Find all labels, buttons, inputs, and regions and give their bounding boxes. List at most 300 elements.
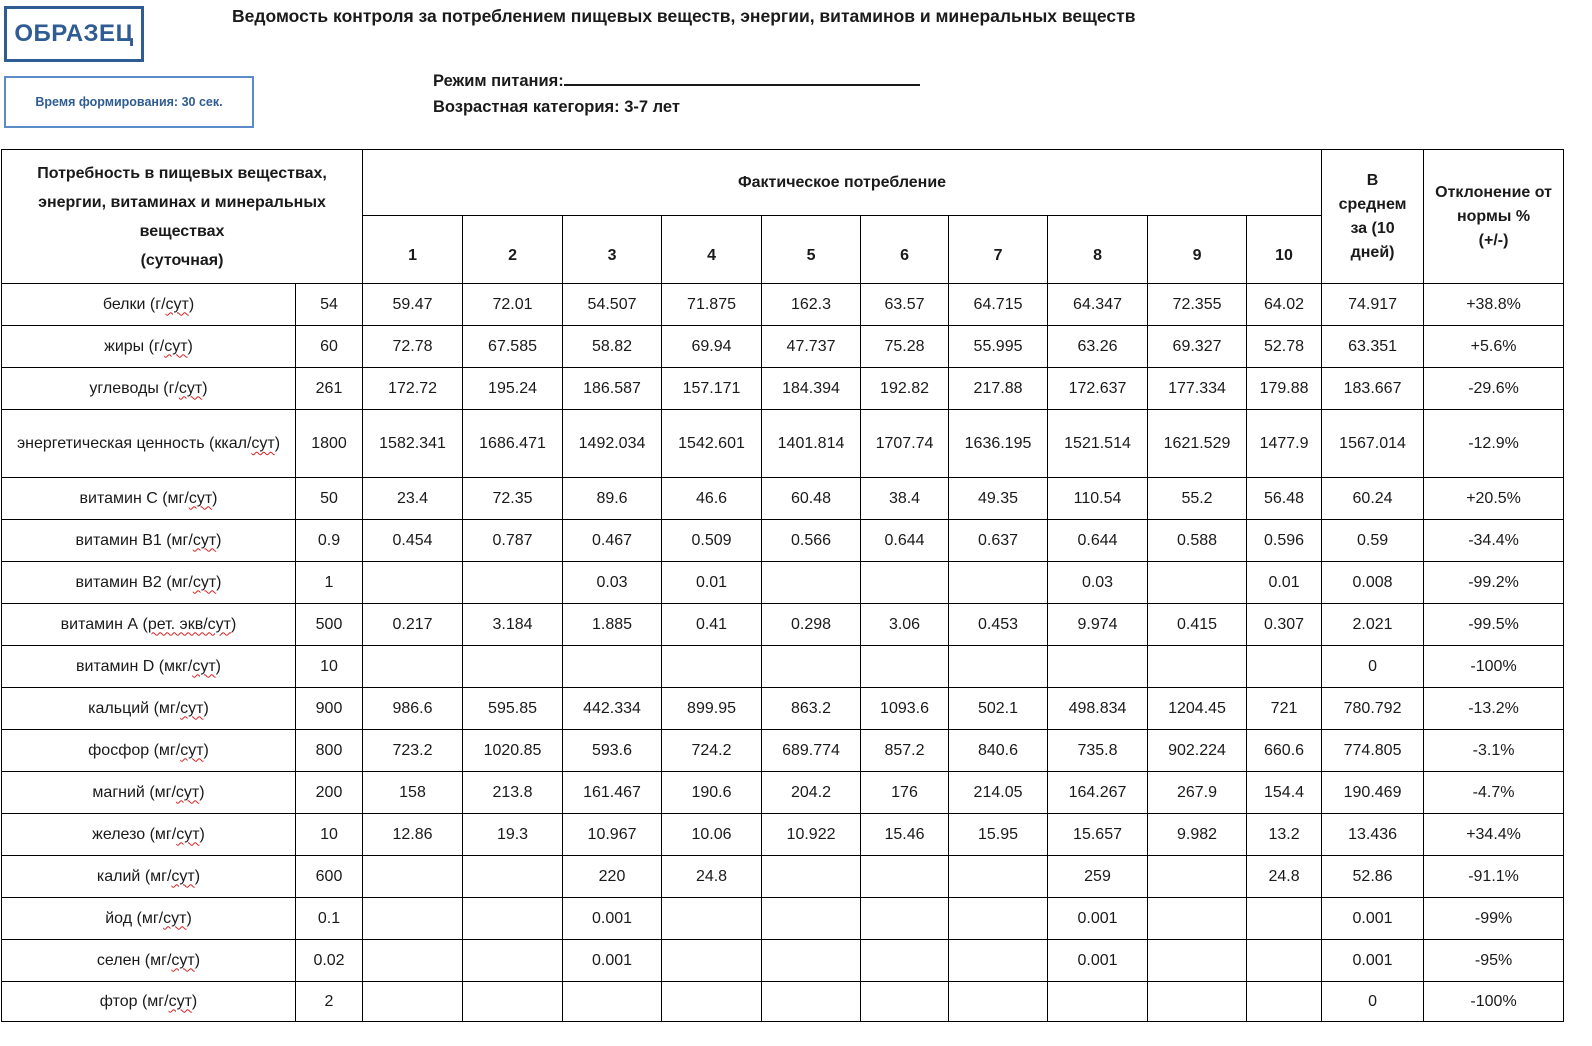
nutrient-unit-close: ) [230, 615, 237, 633]
nutrient-unit-close: ) [202, 379, 208, 397]
header-deviation [1424, 150, 1564, 284]
day-value [861, 562, 949, 604]
day-value: 157.171 [662, 368, 762, 410]
table-row [2, 898, 1564, 940]
page-title: Ведомость контроля за потреблением пищевых веществ, энергии, витаминов и минеральных веществ [232, 6, 1136, 26]
day-value [762, 646, 861, 688]
deviation-value: -99% [1424, 898, 1564, 940]
day-value: 15.657 [1048, 814, 1148, 856]
day-value: 660.6 [1247, 730, 1322, 772]
nutrient-label: магний (мг/ [92, 783, 176, 801]
day-value: 64.715 [949, 284, 1048, 326]
norm-value: 0.1 [296, 898, 363, 940]
day-value [762, 940, 861, 982]
day-value: 177.334 [1148, 368, 1247, 410]
nutrient-label: углеводы (г/ [89, 379, 179, 397]
day-value: 72.355 [1148, 284, 1247, 326]
nutrient-label: жиры (г/ [104, 337, 165, 355]
norm-value: 200 [296, 772, 363, 814]
day-value: 1686.471 [463, 410, 563, 478]
day-value: 176 [861, 772, 949, 814]
day-value: 902.224 [1148, 730, 1247, 772]
day-value: 71.875 [662, 284, 762, 326]
nutrient-unit-close: ) [199, 783, 205, 801]
nutrient-name [2, 940, 296, 982]
header-day-4: 4 [662, 216, 762, 284]
nutrient-unit: сут [163, 909, 187, 927]
day-value [363, 562, 463, 604]
day-value [762, 856, 861, 898]
header-average-line: за (10 [1350, 219, 1395, 237]
day-value: 0.01 [662, 562, 762, 604]
nutrient-name [2, 898, 296, 940]
norm-value: 800 [296, 730, 363, 772]
day-value: 54.507 [563, 284, 662, 326]
nutrient-unit: сут [251, 435, 275, 452]
day-value [1148, 898, 1247, 940]
day-value: 0.001 [563, 898, 662, 940]
norm-value: 60 [296, 326, 363, 368]
nutrient-label: витамин D (мкг/ [76, 657, 193, 675]
day-value: 24.8 [662, 856, 762, 898]
day-value: 190.6 [662, 772, 762, 814]
nutrient-label: фтор (мг/ [99, 992, 169, 1010]
nutrient-label: витамин С (мг/ [79, 489, 189, 507]
day-value: 0.588 [1148, 520, 1247, 562]
day-value: 1582.341 [363, 410, 463, 478]
deviation-value: -99.2% [1424, 562, 1564, 604]
day-value: 49.35 [949, 478, 1048, 520]
table-row [2, 646, 1564, 688]
day-value: 89.6 [563, 478, 662, 520]
average-value: 1567.014 [1322, 410, 1424, 478]
day-value: 69.94 [662, 326, 762, 368]
day-value [1048, 646, 1148, 688]
day-value [1247, 982, 1322, 1022]
day-value: 10.06 [662, 814, 762, 856]
day-value [662, 646, 762, 688]
nutrient-name [2, 368, 296, 410]
nutrient-label: йод (мг/ [105, 909, 164, 927]
nutrient-unit: рет. экв/сут [147, 615, 231, 633]
norm-value: 50 [296, 478, 363, 520]
day-value: 179.88 [1247, 368, 1322, 410]
deviation-value: -100% [1424, 982, 1564, 1022]
day-value: 217.88 [949, 368, 1048, 410]
day-value: 1636.195 [949, 410, 1048, 478]
day-value: 0.596 [1247, 520, 1322, 562]
day-value [463, 646, 563, 688]
day-value: 195.24 [463, 368, 563, 410]
nutrient-unit-close: ) [186, 909, 192, 927]
nutrient-name [2, 646, 296, 688]
day-value: 23.4 [363, 478, 463, 520]
day-value: 58.82 [563, 326, 662, 368]
day-value: 213.8 [463, 772, 563, 814]
report-meta [433, 68, 920, 120]
day-value [1247, 646, 1322, 688]
nutrient-unit: сут [164, 337, 188, 355]
deviation-value: -91.1% [1424, 856, 1564, 898]
day-value: 1.885 [563, 604, 662, 646]
norm-value: 0.02 [296, 940, 363, 982]
nutrient-label: витамин А ( [60, 615, 148, 633]
day-value: 24.8 [1247, 856, 1322, 898]
day-value: 63.26 [1048, 326, 1148, 368]
header-day-5: 5 [762, 216, 861, 284]
day-value: 0.644 [1048, 520, 1148, 562]
nutrient-name [2, 814, 296, 856]
day-value: 1621.529 [1148, 410, 1247, 478]
day-value: 154.4 [1247, 772, 1322, 814]
nutrient-name [2, 284, 296, 326]
sample-stamp: ОБРАЗЕЦ [4, 6, 144, 62]
header-day-6: 6 [861, 216, 949, 284]
day-value: 721 [1247, 688, 1322, 730]
nutrient-unit-close: ) [216, 573, 222, 591]
deviation-value: -4.7% [1424, 772, 1564, 814]
diet-mode-label: Режим питания: [433, 72, 564, 90]
deviation-value: +20.5% [1424, 478, 1564, 520]
day-value: 158 [363, 772, 463, 814]
day-value: 1093.6 [861, 688, 949, 730]
day-value: 442.334 [563, 688, 662, 730]
day-value: 593.6 [563, 730, 662, 772]
average-value: 0.001 [1322, 940, 1424, 982]
day-value: 38.4 [861, 478, 949, 520]
day-value: 1401.814 [762, 410, 861, 478]
day-value: 1477.9 [1247, 410, 1322, 478]
day-value: 47.737 [762, 326, 861, 368]
day-value: 60.48 [762, 478, 861, 520]
day-value: 0.298 [762, 604, 861, 646]
day-value: 13.2 [1247, 814, 1322, 856]
header-need-line: (суточная) [140, 251, 224, 269]
table-row [2, 410, 1564, 478]
day-value [949, 898, 1048, 940]
day-value: 595.85 [463, 688, 563, 730]
average-value: 52.86 [1322, 856, 1424, 898]
norm-value: 0.9 [296, 520, 363, 562]
age-category: Возрастная категория: 3-7 лет [433, 98, 680, 116]
day-value [861, 856, 949, 898]
day-value: 724.2 [662, 730, 762, 772]
day-value: 63.57 [861, 284, 949, 326]
day-value [949, 982, 1048, 1022]
day-value [1048, 982, 1148, 1022]
nutrient-unit: сут [176, 825, 200, 843]
day-value: 12.86 [363, 814, 463, 856]
day-value [363, 646, 463, 688]
day-value: 19.3 [463, 814, 563, 856]
day-value: 0.307 [1247, 604, 1322, 646]
nutrient-label: кальций (мг/ [88, 699, 181, 717]
day-value: 9.974 [1048, 604, 1148, 646]
day-value [463, 982, 563, 1022]
day-value: 0.03 [563, 562, 662, 604]
day-value: 184.394 [762, 368, 861, 410]
deviation-value: -3.1% [1424, 730, 1564, 772]
nutrient-name [2, 562, 296, 604]
day-value: 0.644 [861, 520, 949, 562]
day-value: 0.787 [463, 520, 563, 562]
day-value: 72.78 [363, 326, 463, 368]
day-value: 220 [563, 856, 662, 898]
day-value: 1204.45 [1148, 688, 1247, 730]
deviation-value: +5.6% [1424, 326, 1564, 368]
day-value: 0.415 [1148, 604, 1247, 646]
day-value [662, 982, 762, 1022]
header-day-7: 7 [949, 216, 1048, 284]
norm-value: 1 [296, 562, 363, 604]
day-value: 723.2 [363, 730, 463, 772]
norm-value: 900 [296, 688, 363, 730]
table-row [2, 562, 1564, 604]
norm-value: 600 [296, 856, 363, 898]
average-value: 190.469 [1322, 772, 1424, 814]
day-value [1148, 982, 1247, 1022]
day-value: 863.2 [762, 688, 861, 730]
header-day-9: 9 [1148, 216, 1247, 284]
header-need-line: Потребность в пищевых веществах, [37, 164, 327, 182]
table-row [2, 856, 1564, 898]
average-value: 63.351 [1322, 326, 1424, 368]
day-value: 986.6 [363, 688, 463, 730]
norm-value: 500 [296, 604, 363, 646]
average-value: 774.805 [1322, 730, 1424, 772]
day-value: 172.637 [1048, 368, 1148, 410]
nutrient-unit: сут [180, 699, 204, 717]
average-value: 0 [1322, 646, 1424, 688]
nutrient-unit-close: ) [216, 531, 222, 549]
average-value: 2.021 [1322, 604, 1424, 646]
day-value: 72.35 [463, 478, 563, 520]
norm-value: 2 [296, 982, 363, 1022]
day-value: 502.1 [949, 688, 1048, 730]
nutrient-name [2, 688, 296, 730]
day-value: 72.01 [463, 284, 563, 326]
nutrient-label: энергетическая ценность (ккал/ [16, 435, 252, 452]
nutrient-name [2, 326, 296, 368]
day-value: 0.454 [363, 520, 463, 562]
nutrient-unit-close: ) [194, 867, 201, 885]
day-value [1148, 562, 1247, 604]
nutrient-unit: сут [178, 379, 203, 397]
average-value: 0.59 [1322, 520, 1424, 562]
day-value: 15.95 [949, 814, 1048, 856]
day-value [949, 940, 1048, 982]
diet-mode-blank-field [564, 68, 920, 86]
day-value: 3.184 [463, 604, 563, 646]
day-value [1247, 898, 1322, 940]
nutrient-label: фосфор (мг/ [88, 741, 181, 759]
average-value: 183.667 [1322, 368, 1424, 410]
nutrient-unit-close: ) [187, 337, 193, 355]
header-deviation-line: (+/-) [1478, 231, 1509, 249]
day-value: 0.509 [662, 520, 762, 562]
day-value: 186.587 [563, 368, 662, 410]
nutrient-unit-close: ) [188, 295, 195, 313]
table-row [2, 368, 1564, 410]
nutrient-unit-close: ) [215, 657, 221, 675]
day-value: 204.2 [762, 772, 861, 814]
day-value: 0.637 [949, 520, 1048, 562]
day-value [563, 982, 662, 1022]
day-value: 857.2 [861, 730, 949, 772]
day-value [1148, 856, 1247, 898]
day-value [363, 898, 463, 940]
header-day-1: 1 [363, 216, 463, 284]
nutrient-unit-close: ) [274, 435, 281, 452]
day-value: 0.001 [1048, 898, 1148, 940]
nutrient-unit-close: ) [199, 825, 205, 843]
day-value [662, 940, 762, 982]
nutrient-unit: сут [171, 867, 195, 885]
day-value: 10.967 [563, 814, 662, 856]
day-value [463, 562, 563, 604]
header-deviation-line: нормы % [1456, 207, 1531, 225]
nutrient-unit: сут [165, 295, 189, 313]
norm-value: 54 [296, 284, 363, 326]
day-value: 689.774 [762, 730, 861, 772]
header-day-10: 10 [1247, 216, 1322, 284]
nutrient-name [2, 520, 296, 562]
average-value: 780.792 [1322, 688, 1424, 730]
nutrient-unit-close: ) [194, 951, 201, 969]
day-value [662, 898, 762, 940]
day-value [463, 898, 563, 940]
day-value: 1521.514 [1048, 410, 1148, 478]
day-value [1247, 940, 1322, 982]
norm-value: 10 [296, 814, 363, 856]
nutrient-unit-close: ) [203, 741, 209, 759]
day-value: 56.48 [1247, 478, 1322, 520]
nutrient-name [2, 730, 296, 772]
nutrient-unit: сут [168, 992, 192, 1010]
day-value: 735.8 [1048, 730, 1148, 772]
header-need [2, 150, 363, 284]
table-body [2, 284, 1564, 1022]
day-value: 0.217 [363, 604, 463, 646]
day-value [762, 562, 861, 604]
average-value: 60.24 [1322, 478, 1424, 520]
table-row [2, 284, 1564, 326]
day-value: 59.47 [363, 284, 463, 326]
average-value: 13.436 [1322, 814, 1424, 856]
nutrient-label: железо (мг/ [92, 825, 177, 843]
nutrient-name [2, 772, 296, 814]
day-value: 0.001 [563, 940, 662, 982]
day-value: 1492.034 [563, 410, 662, 478]
generation-time-text: Время формирования: 30 сек. [35, 95, 223, 109]
nutrient-name [2, 604, 296, 646]
day-value [949, 562, 1048, 604]
day-value: 498.834 [1048, 688, 1148, 730]
header-need-line: веществах [139, 222, 225, 240]
day-value: 267.9 [1148, 772, 1247, 814]
day-value: 55.995 [949, 326, 1048, 368]
day-value: 67.585 [463, 326, 563, 368]
table-row [2, 772, 1564, 814]
header-day-2: 2 [463, 216, 563, 284]
day-value: 9.982 [1148, 814, 1247, 856]
day-value: 192.82 [861, 368, 949, 410]
day-value: 0.41 [662, 604, 762, 646]
day-value: 64.347 [1048, 284, 1148, 326]
table-row [2, 982, 1564, 1022]
day-value [861, 982, 949, 1022]
day-value [363, 940, 463, 982]
day-value [861, 940, 949, 982]
deviation-value: -13.2% [1424, 688, 1564, 730]
nutrition-table [1, 149, 1564, 1022]
day-value: 0.467 [563, 520, 662, 562]
day-value [1148, 646, 1247, 688]
average-value: 74.917 [1322, 284, 1424, 326]
day-value: 10.922 [762, 814, 861, 856]
day-value [463, 856, 563, 898]
generation-time-box [4, 76, 254, 128]
day-value [949, 646, 1048, 688]
header-average-line: дней) [1350, 243, 1395, 261]
day-value: 110.54 [1048, 478, 1148, 520]
nutrient-name [2, 856, 296, 898]
diet-mode-line [433, 68, 920, 94]
nutrient-label: витамин В1 (мг/ [75, 531, 193, 549]
day-value: 0.03 [1048, 562, 1148, 604]
nutrient-unit: сут [192, 573, 217, 591]
day-value [363, 856, 463, 898]
nutrient-name [2, 982, 296, 1022]
nutrient-label: белки (г/ [102, 295, 166, 313]
table-row [2, 688, 1564, 730]
table-row [2, 326, 1564, 368]
deviation-value: -95% [1424, 940, 1564, 982]
header-average [1322, 150, 1424, 284]
nutrient-unit: сут [192, 657, 216, 675]
header-average-line: среднем [1338, 195, 1407, 213]
day-value: 64.02 [1247, 284, 1322, 326]
day-value: 55.2 [1148, 478, 1247, 520]
day-value: 840.6 [949, 730, 1048, 772]
day-value: 75.28 [861, 326, 949, 368]
nutrient-name [2, 410, 296, 478]
table-row [2, 814, 1564, 856]
deviation-value: +38.8% [1424, 284, 1564, 326]
nutrient-unit: сут [175, 783, 200, 801]
nutrient-label: витамин В2 (мг/ [75, 573, 193, 591]
table-row [2, 604, 1564, 646]
day-value: 161.467 [563, 772, 662, 814]
average-value: 0.008 [1322, 562, 1424, 604]
average-value: 0.001 [1322, 898, 1424, 940]
table-row [2, 940, 1564, 982]
day-value: 0.566 [762, 520, 861, 562]
day-value: 1707.74 [861, 410, 949, 478]
day-value: 46.6 [662, 478, 762, 520]
day-value [949, 856, 1048, 898]
day-value [861, 898, 949, 940]
day-value: 172.72 [363, 368, 463, 410]
day-value: 164.267 [1048, 772, 1148, 814]
nutrient-label: селен (мг/ [96, 951, 172, 969]
day-value: 899.95 [662, 688, 762, 730]
day-value: 162.3 [762, 284, 861, 326]
deviation-value: -99.5% [1424, 604, 1564, 646]
nutrient-unit: сут [188, 489, 213, 507]
header-average-line: В [1366, 171, 1379, 189]
day-value [463, 940, 563, 982]
